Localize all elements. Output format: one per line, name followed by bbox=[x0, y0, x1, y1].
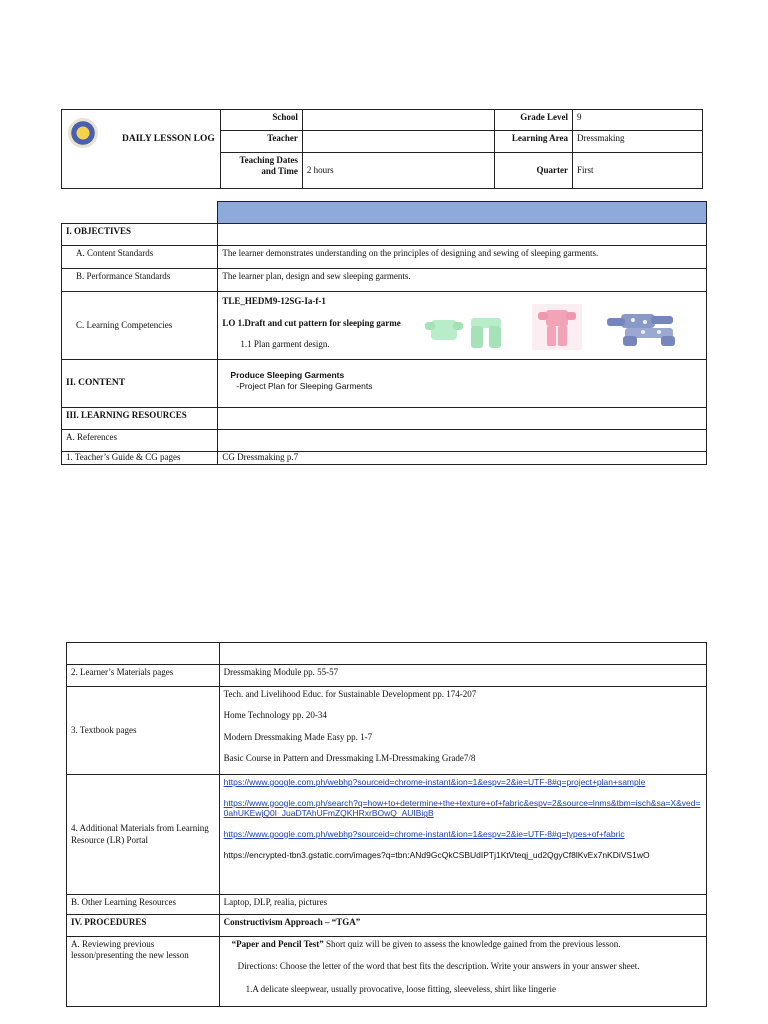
lesson-table-page2 bbox=[66, 642, 707, 1007]
lr-portal-link[interactable]: https://www.google.com.ph/webhp?sourceid=chrome-instant&ion=1&espv=2&ie=UTF-8#q=project+plan+sample bbox=[223, 777, 646, 787]
learning-competencies-cell bbox=[218, 292, 707, 360]
textbook-item: Basic Course in Pattern and Dressmaking LM-Dressmaking Grade7/8 bbox=[223, 752, 476, 763]
green-pajama-image bbox=[423, 312, 513, 352]
content-cell bbox=[218, 360, 707, 408]
header-table bbox=[61, 109, 703, 189]
performance-standards-label: B. Performance Standards bbox=[62, 269, 218, 292]
pink-pajama-image bbox=[532, 304, 582, 350]
blank-cell bbox=[219, 643, 706, 665]
learners-materials-value: Dressmaking Module pp. 55-57 bbox=[219, 665, 706, 687]
learning-resources-heading: III. LEARNING RESOURCES bbox=[62, 408, 218, 430]
patterned-pajama-image bbox=[603, 310, 693, 350]
blank-cell bbox=[62, 202, 218, 224]
review-line bbox=[224, 939, 702, 950]
page-title: DAILY LESSON LOG bbox=[122, 134, 215, 144]
references-label: A. References bbox=[62, 430, 218, 452]
blank-cell bbox=[67, 643, 220, 665]
other-resources-value: Laptop, DLP, realia, pictures bbox=[219, 895, 706, 915]
objectives-heading: I. OBJECTIVES bbox=[62, 224, 218, 246]
quarter-value: First bbox=[572, 153, 702, 189]
textbook-item: Home Technology pp. 20-34 bbox=[223, 710, 327, 721]
competency-sub: 1.1 Plan garment design. bbox=[240, 339, 330, 349]
content-subtitle: -Project Plan for Sleeping Garments bbox=[236, 380, 373, 391]
other-resources-label: B. Other Learning Resources bbox=[67, 895, 220, 915]
header-logo-cell bbox=[62, 110, 221, 189]
procedures-approach: Constructivism Approach – “TGA” bbox=[219, 915, 706, 937]
image-url-text: https://encrypted-tbn3.gstatic.com/images?q=tbn:ANd9GcQkCSBUdIPTj1KtVteqj_ud2QgyCf8lKvEx7nKDiVS1wO bbox=[223, 849, 650, 860]
school-label: School bbox=[221, 110, 303, 131]
school-value bbox=[302, 110, 495, 131]
lr-portal-link[interactable]: https://www.google.com.ph/search?q=how+to+determine+the+texture+of+fabric&espv=2&source=lnms&tbm=isch&sa=X&ved=0ahUKEwjQ0I_JuaDTAhUFmZQKHRxrBOwQ_AUIBigB bbox=[223, 797, 701, 819]
teaching-dates-value: 2 hours bbox=[302, 153, 495, 189]
performance-standards-value: The learner plan, design and sew sleeping garments. bbox=[218, 269, 707, 292]
deped-seal-icon bbox=[68, 118, 98, 148]
additional-materials-cell bbox=[219, 775, 706, 895]
grade-level-value: 9 bbox=[572, 110, 702, 131]
textbook-pages-cell bbox=[219, 687, 706, 775]
grade-level-label: Grade Level bbox=[495, 110, 573, 131]
teacher-label: Teacher bbox=[221, 131, 303, 153]
reviewing-label: A. Reviewing previous lesson/presenting the new lesson bbox=[67, 937, 220, 1007]
review-directions: Directions: Choose the letter of the word that best fits the description. Write your answers in your answer sheet. bbox=[237, 961, 640, 972]
review-title: “Paper and Pencil Test” bbox=[231, 939, 324, 949]
learners-materials-label: 2. Learner’s Materials pages bbox=[67, 665, 220, 687]
content-standards-value: The learner demonstrates understanding on the principles of designing and sewing of sleeping garments. bbox=[218, 246, 707, 269]
textbook-pages-label: 3. Textbook pages bbox=[67, 687, 220, 775]
blue-header-band bbox=[218, 202, 707, 224]
learning-area-value: Dressmaking bbox=[572, 131, 702, 153]
procedures-heading: IV. PROCEDURES bbox=[67, 915, 220, 937]
lesson-table-page1 bbox=[61, 201, 707, 465]
review-question-1: 1.A delicate sleepwear, usually provocative, loose fitting, sleeveless, shirt like lingerie bbox=[245, 983, 556, 994]
textbook-item: Modern Dressmaking Made Easy pp. 1-7 bbox=[223, 731, 373, 742]
content-title: Produce Sleeping Garments bbox=[230, 370, 345, 380]
learning-area-label: Learning Area bbox=[495, 131, 573, 153]
content-heading: II. CONTENT bbox=[62, 360, 218, 408]
competency-lo: LO 1.Draft and cut pattern for sleeping garme bbox=[222, 318, 401, 328]
teaching-dates-label: Teaching Dates and Time bbox=[221, 153, 303, 189]
teachers-guide-value: CG Dressmaking p.7 bbox=[218, 452, 707, 465]
textbook-item: Tech. and Livelihood Educ. for Sustainable Development pp. 174-207 bbox=[223, 689, 477, 699]
quarter-label: Quarter bbox=[495, 153, 573, 189]
references-value bbox=[218, 430, 707, 452]
teacher-value bbox=[302, 131, 495, 153]
learning-resources-value bbox=[218, 408, 707, 430]
objectives-value bbox=[218, 224, 707, 246]
content-standards-label: A. Content Standards bbox=[62, 246, 218, 269]
reviewing-cell bbox=[219, 937, 706, 1007]
competency-code: TLE_HEDM9-12SG-Ia-f-1 bbox=[222, 296, 326, 306]
additional-materials-label: 4. Additional Materials from Learning Resource (LR) Portal bbox=[67, 775, 220, 895]
teachers-guide-label: 1. Teacher’s Guide & CG pages bbox=[62, 452, 218, 465]
review-text: Short quiz will be given to assess the knowledge gained from the previous lesson. bbox=[323, 939, 621, 949]
learning-competencies-label: C. Learning Competencies bbox=[62, 292, 218, 360]
lr-portal-link[interactable]: https://www.google.com.ph/webhp?sourceid=chrome-instant&ion=1&espv=2&ie=UTF-8#q=types+of+fabric bbox=[223, 828, 625, 839]
